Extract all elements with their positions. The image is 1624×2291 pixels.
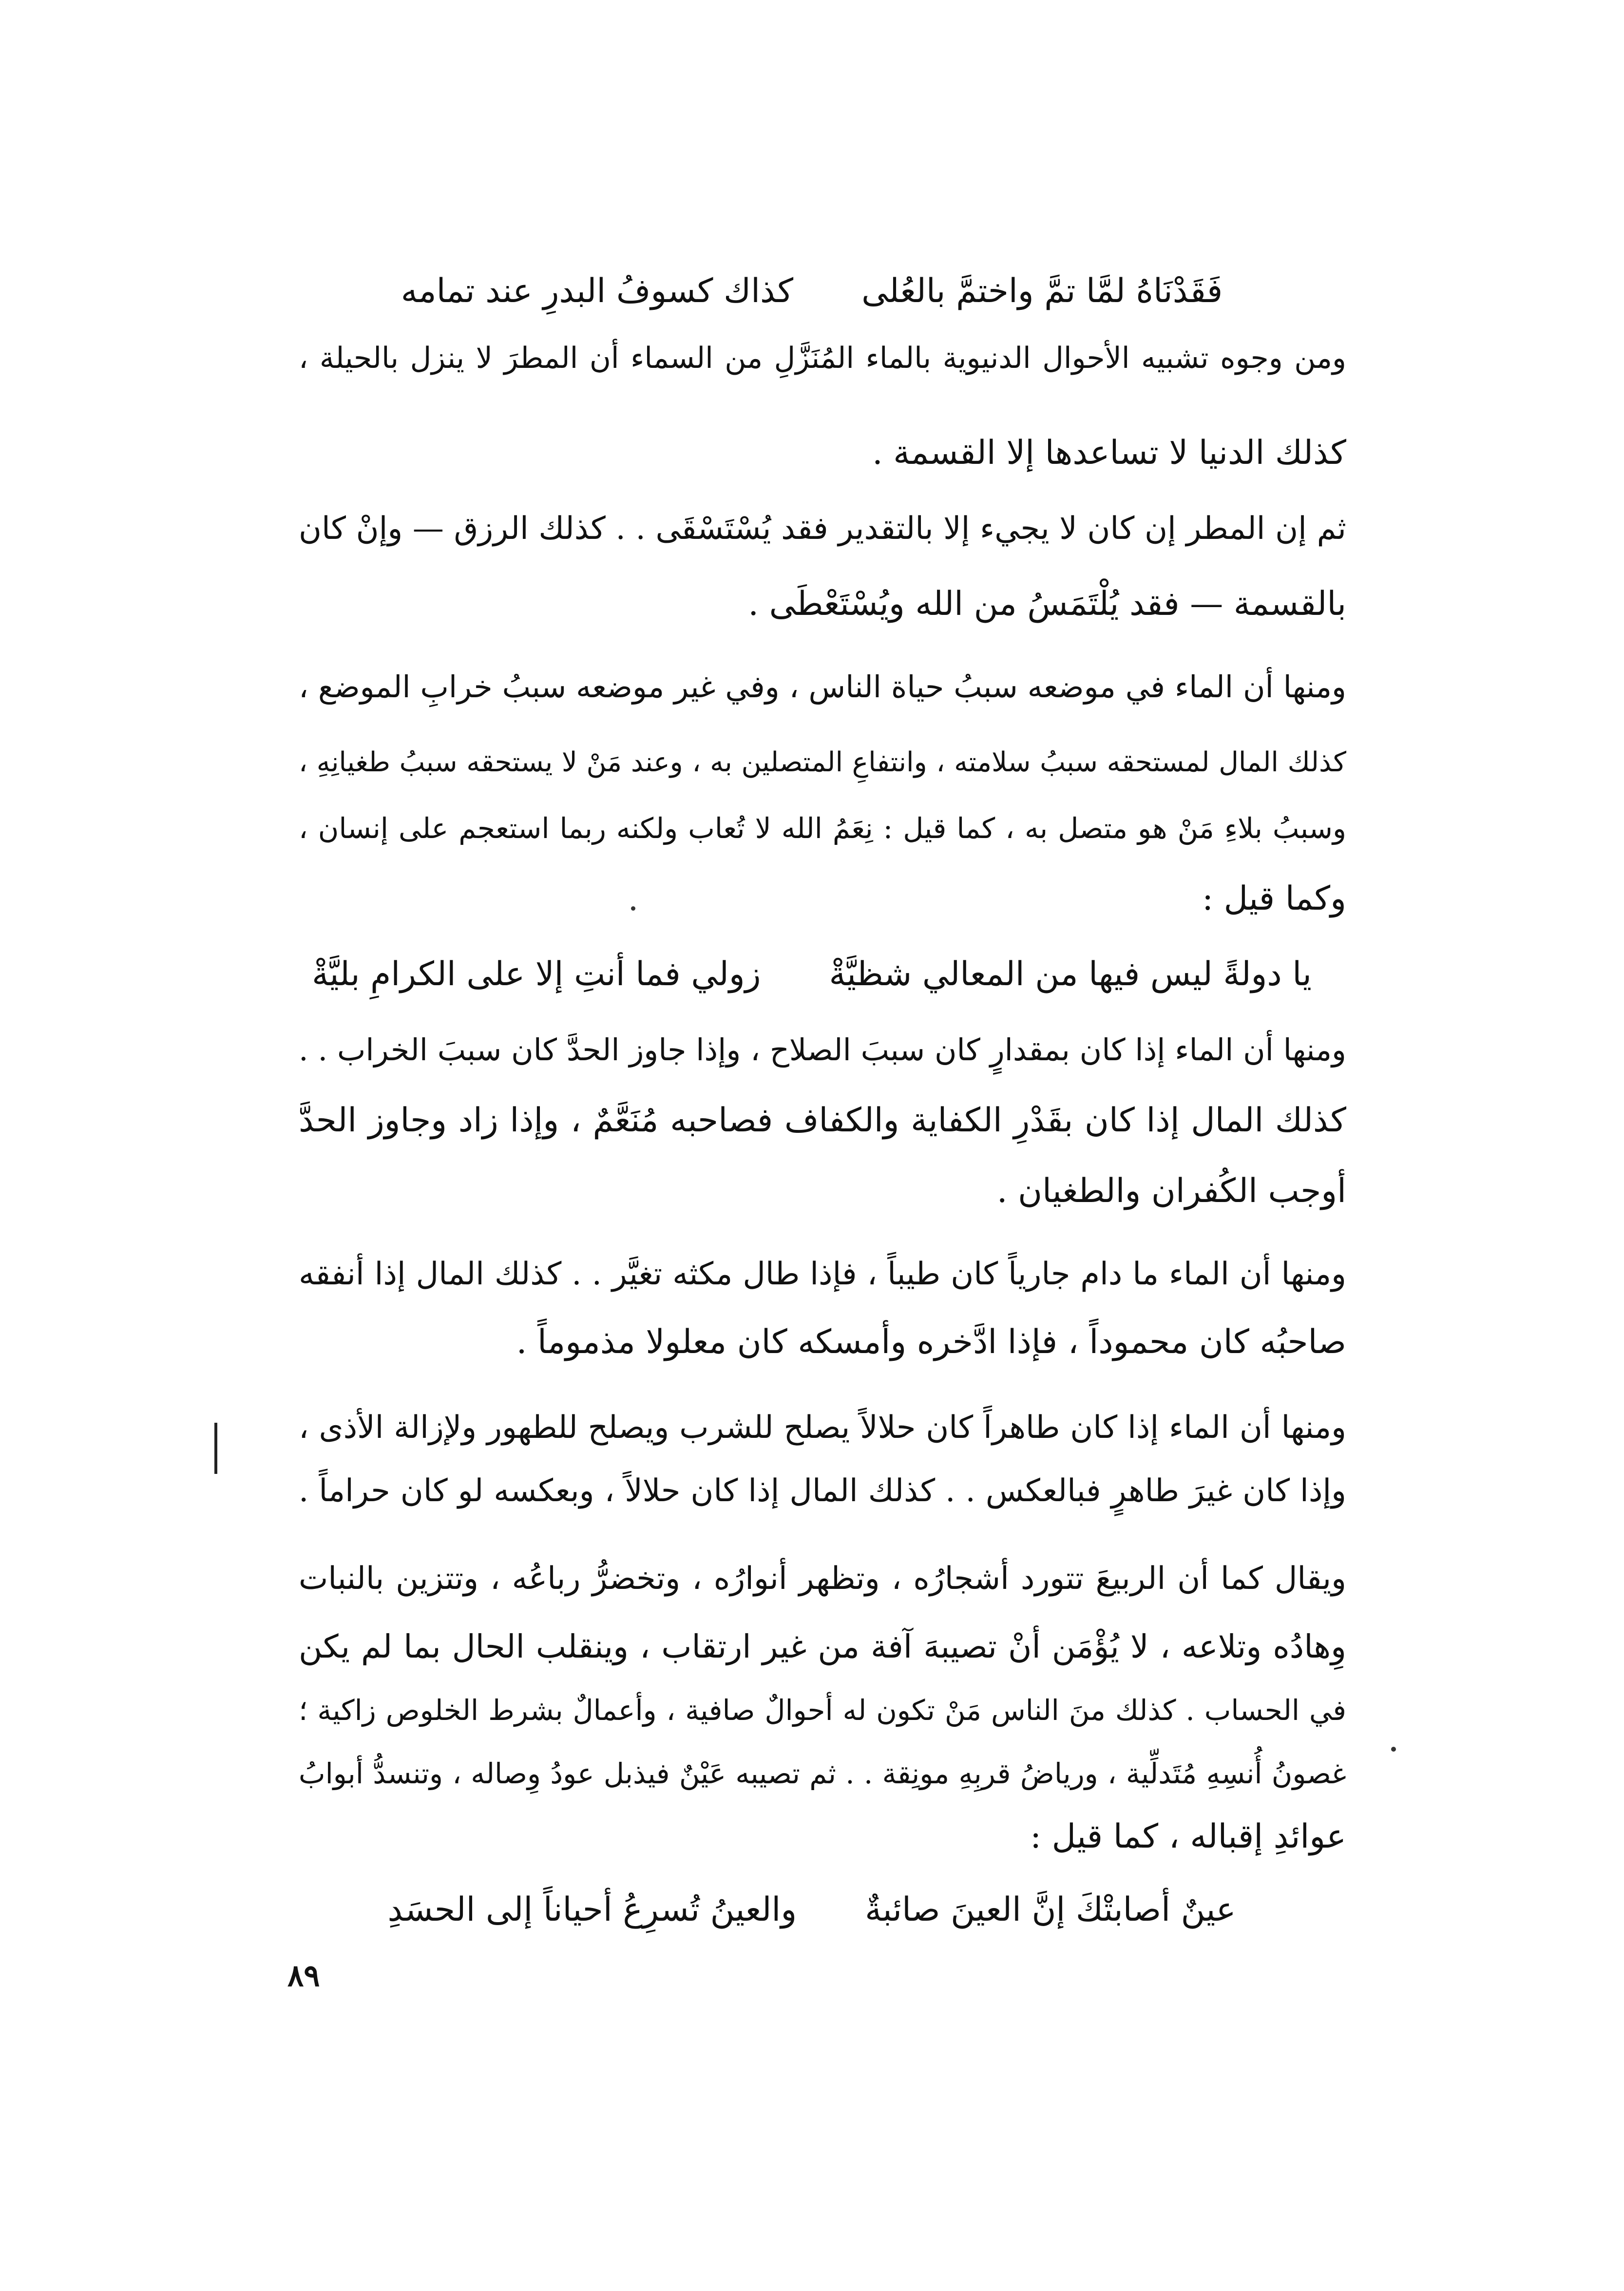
text-line: في الحساب . كذلك منَ الناس مَنْ تكون له أحوالٌ صافية ، وأعمالٌ بشرط الخلوص زاكية ؛	[299, 1694, 1346, 1727]
text-line: بالقسمة — فقد يُلْتَمَسُ من الله ويُسْتَعْطَى .	[748, 585, 1346, 623]
margin-dot-mark	[1391, 1747, 1396, 1752]
text-line: كذلك المال إذا كان بقَدْرِ الكفاية والكفاف فصاحبه مُنَعَّمٌ ، وإذا زاد وجاوز الحدَّ	[299, 1101, 1346, 1140]
text-line: ومنها أن الماء إذا كان بمقدارٍ كان سببَ الصلاح ، وإذا جاوز الحدَّ كان سببَ الخراب . .	[299, 1032, 1346, 1068]
text-line: ومنها أن الماء ما دام جارياً كان طيباً ، فإذا طال مكثه تغيَّر . . كذلك المال إذا أنفقه	[299, 1256, 1347, 1292]
text-line: وإذا كان غيرَ طاهرٍ فبالعكس . . كذلك المال إذا كان حلالاً ، وبعكسه لو كان حراماً .	[299, 1473, 1346, 1509]
text-line: وسببُ بلاءِ مَنْ هو متصل به ، كما قيل : نِعَمُ الله لا تُعاب ولكنه ربما استعجم على إنسان ،	[299, 812, 1346, 845]
verse-line-1	[251, 267, 1372, 316]
text-line: عوائدِ إقباله ، كما قيل :	[1030, 1817, 1346, 1856]
verse-2-second-hemistich: زولي فما أنتِ إلا على الكرامِ بليَّةْ	[312, 955, 761, 993]
verse-1-first-hemistich: فَقَدْنَاهُ لمَّا تمَّ واختمَّ بالعُلى	[861, 272, 1223, 310]
ink-dot-mark	[631, 906, 635, 911]
verse-line-3	[251, 1886, 1372, 1934]
text-line: كذلك المال لمستحقه سببُ سلامته ، وانتفاعِ المتصلين به ، وعند مَنْ لا يستحقه سببُ طغيانِهِ ،	[299, 746, 1346, 778]
text-line: ومنها أن الماء في موضعه سببُ حياة الناس ، وفي غير موضعه سببُ خرابِ الموضع ،	[299, 669, 1346, 705]
page-number: ٨٩	[287, 1958, 320, 1993]
verse-3-second-hemistich: والعينُ تُسرِعُ أحياناً إلى الحسَدِ	[387, 1890, 797, 1929]
text-line: ويقال كما أن الربيعَ تتورد أشجارُه ، وتظهر أنوارُه ، وتخضرُّ رباعُه ، وتتزين بالنبات	[299, 1561, 1346, 1597]
text-line: غصونُ أُنسِهِ مُتَدلِّية ، ورياضُ قربِهِ مونِقة . . ثم تصيبه عَيْنٌ فيذبل عودُ وِصاله ، وتنسدُّ أبوابُ	[299, 1757, 1346, 1790]
text-line: ثم إن المطر إن كان لا يجيء إلا بالتقدير فقد يُسْتَسْقَى . . كذلك الرزق — وإنْ كان	[299, 511, 1346, 547]
text-line: ومنها أن الماء إذا كان طاهراً كان حلالاً يصلح للشرب ويصلح للطهور ولإزالة الأذى ،	[299, 1410, 1347, 1446]
margin-bracket-mark	[214, 1423, 217, 1474]
text-line: أوجب الكُفران والطغيان .	[996, 1172, 1346, 1210]
text-line: وِهادُه وتلاعه ، لا يُؤْمَن أنْ تصيبهَ آفة من غير ارتقاب ، وينقلب الحال بما لم يكن	[299, 1628, 1346, 1665]
verse-3-first-hemistich: عينٌ أصابتْكَ إنَّ العينَ صائبةٌ	[865, 1890, 1236, 1929]
text-line: ومن وجوه تشبيه الأحوال الدنيوية بالماء المُنَزَّلِ من السماء أن المطرَ لا ينزل بالحيلة ،	[299, 341, 1346, 375]
verse-1-second-hemistich: كذاك كسوفُ البدرِ عند تمامه	[401, 272, 794, 310]
verse-2-first-hemistich: يا دولةً ليس فيها من المعالي شظيَّةْ	[829, 955, 1312, 993]
text-line: وكما قيل :	[1202, 879, 1346, 918]
text-line: صاحبُه كان محموداً ، فإذا ادَّخره وأمسكه كان معلولا مذموماً .	[516, 1323, 1346, 1361]
text-line: كذلك الدنيا لا تساعدها إلا القسمة .	[872, 434, 1346, 472]
verse-line-2	[251, 950, 1372, 999]
